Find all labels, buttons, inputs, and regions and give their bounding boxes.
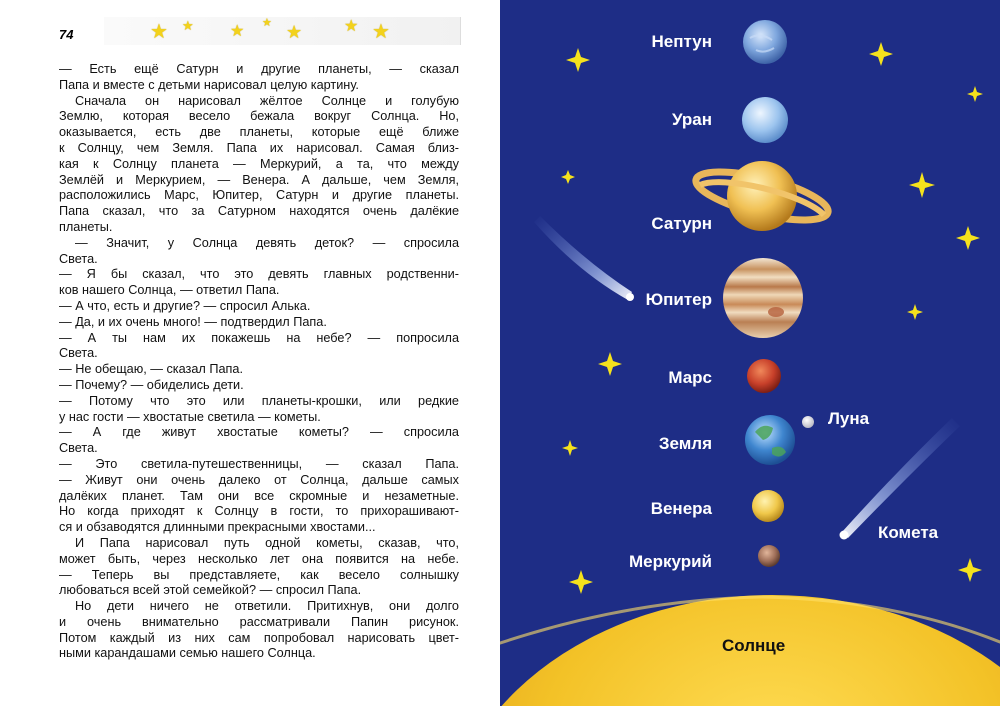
text-line: — А что, есть и другие? — спросил Алька. [59,298,311,313]
star-icon: ★ [286,22,303,42]
planet-earth [745,415,795,465]
star-icon: ★ [182,18,194,33]
text-line: — А ты нам их покажешь на небе? — попросила [59,330,459,345]
text-line: Папа сказал, что за Сатурном находятся очень далёкие [59,204,459,219]
text-line: ков нашего Солнца, — ответил Папа. [59,283,280,298]
text-line: оказывается, есть две планеты, которые ещё ближе [59,125,459,140]
text-line: Потом каждый из них сам попробовал нарисовать цвет- [59,630,459,645]
label-uranus: Уран [671,110,712,129]
page-number: 74 [59,27,74,42]
label-moon: Луна [828,409,870,428]
text-line: любоваться всей этой семейкой? — спросил Папа. [59,583,362,598]
text-line: Землю, которая весело бежала вокруг Солнца. Но, [59,109,459,124]
label-venus: Венера [650,499,712,518]
label-mercury: Меркурий [628,552,712,571]
text-line: расположились Марс, Юпитер, Сатурн и другие планеты. [59,188,459,203]
planet-neptune [743,20,787,64]
planet-uranus [742,97,788,143]
text-line: — Это светила-путешественницы, — сказал Папа. [59,456,459,471]
text-line: планеты. [59,219,113,234]
label-earth: Земля [658,434,712,453]
text-line: — Теперь вы представляете, как весело солнышку [59,567,459,582]
story-text [59,62,459,662]
sparkle-star-icon [956,226,980,250]
text-line: Папа и вместе с детьми нарисовал целую картину. [59,77,359,92]
text-line: Сначала он нарисовал жёлтое Солнце и голубую [75,93,459,108]
text-line: ными карандашами семью нашего Солнца. [59,646,316,661]
text-line: — Почему? — обиделись дети. [59,377,244,392]
sparkle-star-icon [967,86,983,102]
text-line: и очень внимательно рассматривали Папин рисунок. [59,614,459,629]
sparkle-star-icon [561,170,575,184]
text-line: — Я бы сказал, что это девять главных родственни- [59,267,459,282]
star-icon: ★ [150,21,168,43]
text-line: ся и обзаводятся длинными прекрасными хвостами... [59,520,376,535]
text-line: Землёй и Меркурием, — Венера. А дальше, чем Земля, [59,172,459,187]
label-jupiter: Юпитер [645,290,712,309]
text-line: далёких планет. Там они все скромные и незаметные. [59,488,459,503]
moon [802,416,814,428]
sky-drawing [500,0,1000,706]
text-line: Света. [59,441,98,456]
comet-right [840,418,961,540]
text-line: Но дети ничего не ответили. Притихнув, они долго [75,599,459,614]
label-sun: Солнце [722,636,786,655]
planet-saturn [692,161,833,231]
star-icon: ★ [372,21,390,43]
sparkle-star-icon [907,304,923,320]
label-comet: Комета [878,523,939,542]
sparkle-star-icon [569,570,593,594]
text-line: И Папа нарисовал путь одной кометы, сказав, что, [75,535,459,550]
text-line: кая к Солнцу планета — Меркурий, а та, что между [59,156,459,171]
text-line: Но когда приходят к Солнцу в гости, то прихорашивают- [59,504,459,519]
star-icon: ★ [344,18,359,35]
planet-mercury [758,545,780,567]
label-neptune: Нептун [651,32,712,51]
text-line: — Есть ещё Сатурн и другие планеты, — сказал [59,62,459,76]
star-icon: ★ [230,23,245,40]
text-line: Света. [59,251,98,266]
star-icon: ★ [262,17,272,29]
planet-jupiter [723,258,803,338]
text-line: к Солнцу, чем Земля. Папа их нарисовал. Самая близ- [59,140,459,155]
text-line: — А где живут хвостатые кометы? — спросила [59,425,459,440]
sparkle-star-icon [909,172,935,198]
solar-system-illustration [500,0,1000,706]
planet-mars [747,359,781,393]
planet-venus [752,490,784,522]
text-line: — Значит, у Солнца девять деток? — спросила [75,235,459,250]
text-line: — Да, и их очень много! — подтвердил Папа. [59,314,327,329]
sparkle-star-icon [958,558,982,582]
sparkle-star-icon [869,42,893,66]
label-saturn: Сатурн [651,214,712,233]
text-line: может быть, через несколько лет она появится на небе. [59,551,459,566]
text-line: — Не обещаю, — сказал Папа. [59,362,243,377]
text-line: у нас гости — хвостатые светила — кометы. [59,409,321,424]
star-decoration-strip [104,17,461,45]
text-line: — Потому что это или планеты-крошки, или редкие [59,393,459,408]
label-mars: Марс [668,368,712,387]
text-line: Света. [59,346,98,361]
text-line: — Живут они очень далеко от Солнца, дальше самых [59,472,459,487]
